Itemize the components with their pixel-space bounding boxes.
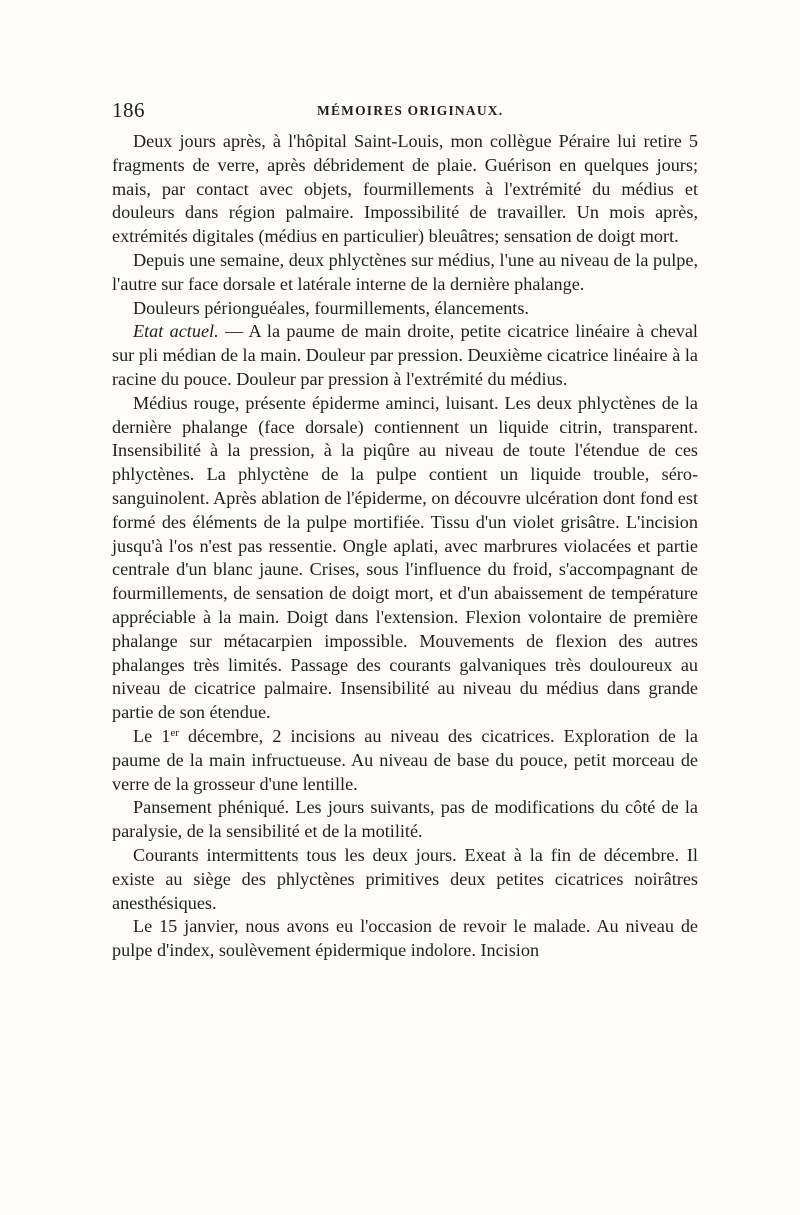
paragraph-lead: Etat actuel. — [133, 321, 219, 342]
paragraph-text: Médius rouge, présente épiderme aminci, luisant. Les deux phlyctènes de la dernière phalange (face dorsale) contiennent un liquide citrin, transparent. Insensibilité à la pression, à la piqûre au niveau de toute l'étendue de ces phlyctènes. La phlyctène de la pulpe contient un liquide trouble, séro-sanguinolent. Après ablation de l'épiderme, on découvre ulcération dont fond est formé des éléments de la pulpe mortifiée. Tissu d'un violet grisâtre. L'incision jusqu'à l'os n'est pas ressentie. Ongle aplati, avec marbrures violacées et partie centrale d'un blanc jaune. Crises, sous l'influence du froid, s'accompagnant de fourmillements, de sensation de doigt mort, et d'un abaissement de température appréciable à la main. Doigt dans l'extension. Flexion volontaire de première phalange sur métacarpien impossible. Mouvements de flexion des autres phalanges très limités. Passage des courants galvaniques très douloureux au niveau de cicatrice palmaire. Insensibilité au niveau du médius dans grande partie de son étendue. — [112, 392, 698, 723]
paragraph — [112, 392, 698, 725]
running-head: MÉMOIRES ORIGINAUX. — [317, 103, 504, 118]
paragraph-text: — A la paume de main droite, petite cicatrice linéaire à cheval sur pli médian de la main. Douleur par pression. Deuxième cicatrice linéaire à la racine du pouce. Douleur par pression à l'extrémité du médius. — [112, 321, 698, 389]
page-header — [112, 98, 698, 128]
paragraph-text-prefix: Le 1 — [133, 725, 171, 746]
paragraph — [112, 725, 698, 796]
book-page — [112, 98, 698, 963]
paragraph-text: décembre, 2 incisions au niveau des cicatrices. Exploration de la paume de la main infructueuse. Au niveau de base du pouce, petit morceau de verre de la grosseur d'une lentille. — [112, 725, 699, 794]
paragraph — [112, 249, 698, 297]
ordinal-superscript: er — [170, 726, 179, 739]
paragraph-text: Pansement phéniqué. Les jours suivants, pas de modifications du côté de la paralysie, de la sensibilité et de la motilité. — [112, 797, 698, 842]
paragraph — [112, 915, 698, 963]
paragraph-text: Courants intermittents tous les deux jours. Exeat à la fin de décembre. Il existe au siège des phlyctènes primitives deux petites cicatrices noirâtres anesthésiques. — [112, 844, 698, 913]
paragraph — [112, 130, 698, 249]
paragraph-text: Le 15 janvier, nous avons eu l'occasion de revoir le malade. Au niveau de pulpe d'index, soulèvement épidermique indolore. Incision — [112, 916, 698, 961]
paragraph — [112, 796, 698, 844]
paragraph-text: Douleurs périonguéales, fourmillements, élancements. — [133, 297, 529, 318]
paragraph — [112, 297, 698, 321]
paragraph-text: Deux jours après, à l'hôpital Saint-Louis, mon collègue Péraire lui retire 5 fragments de verre, après débridement de plaie. Guérison en quelques jours; mais, par contact avec objets, fourmillements à l'extrémité du médius et douleurs dans région palmaire. Impossibilité de travailler. Un mois après, extrémités digitales (médius en particulier) bleuâtres; sensation de doigt mort. — [112, 131, 698, 247]
paragraph — [112, 320, 698, 391]
page-number: 186 — [112, 98, 145, 122]
body-text — [112, 130, 698, 963]
paragraph-text: Depuis une semaine, deux phlyctènes sur médius, l'une au niveau de la pulpe, l'autre sur face dorsale et latérale interne de la dernière phalange. — [112, 249, 698, 294]
paragraph — [112, 844, 698, 915]
